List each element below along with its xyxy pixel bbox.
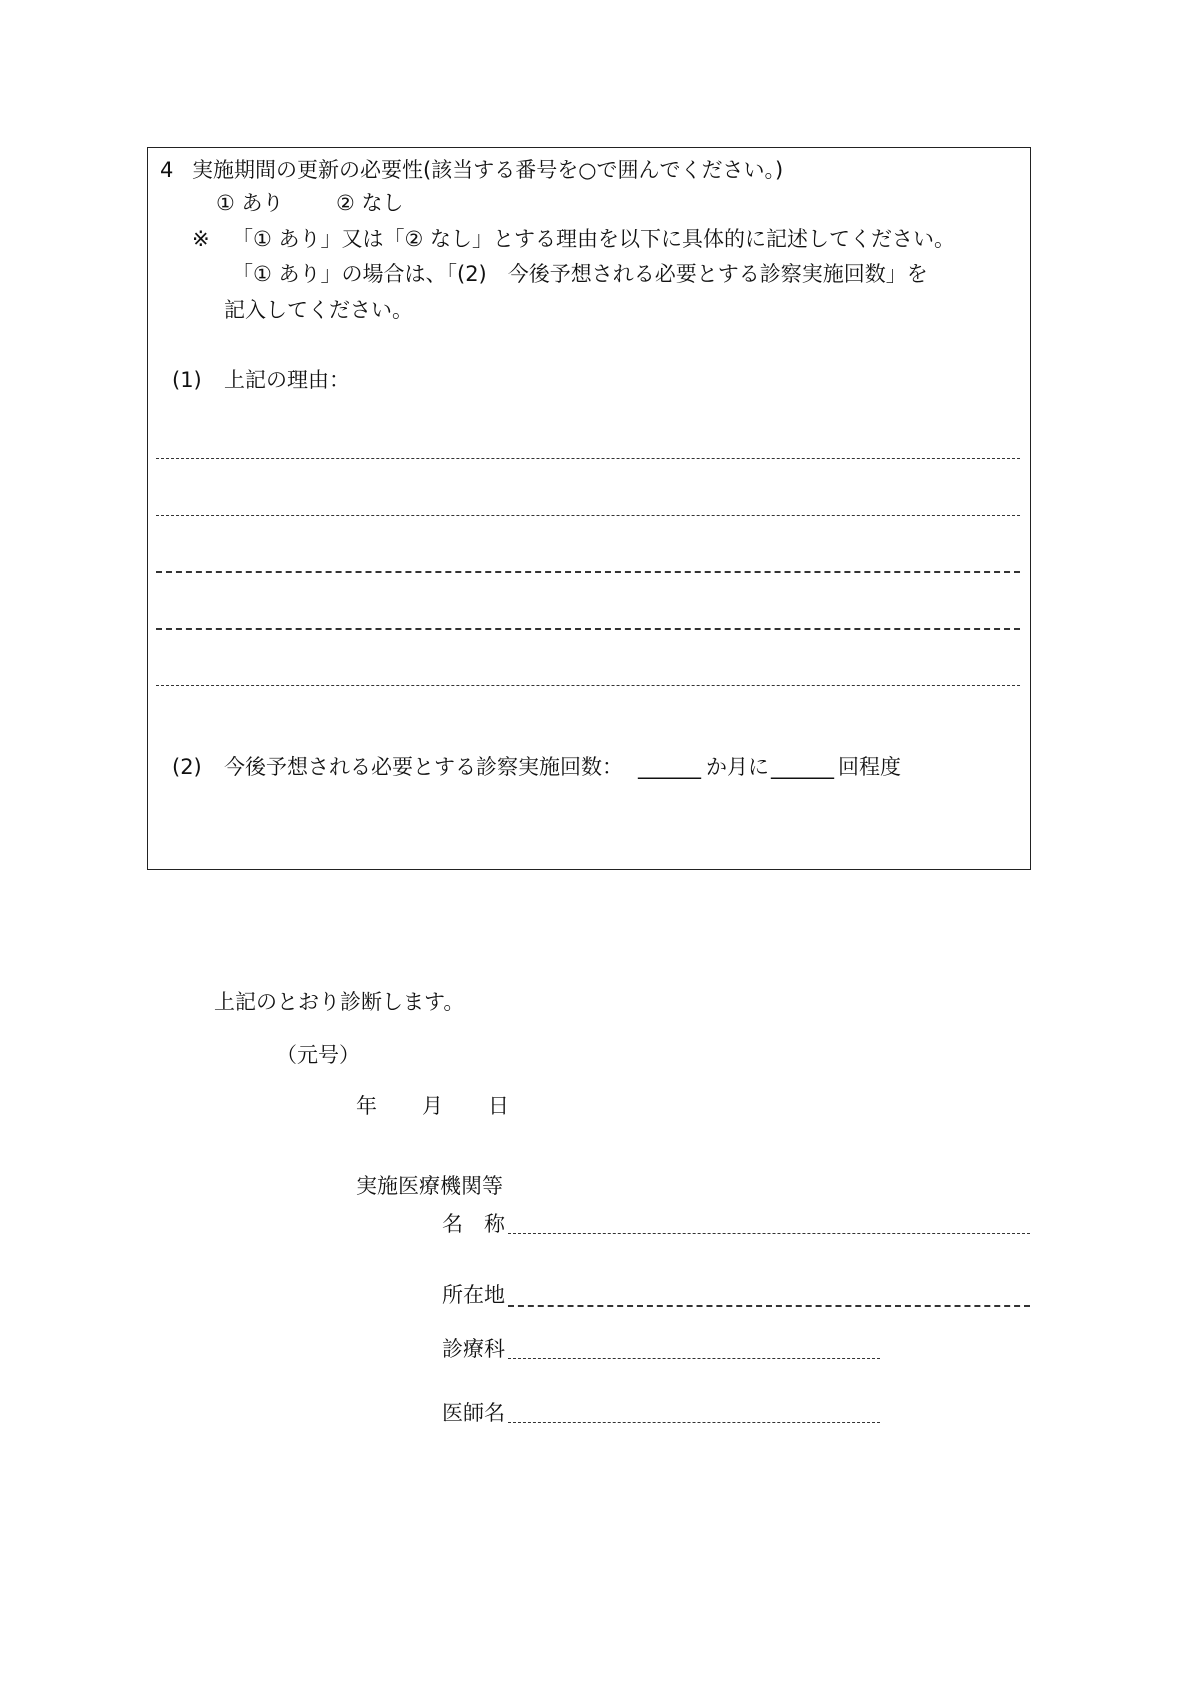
- date-year: 年: [356, 1094, 377, 1118]
- institution-address-label: 所在地: [442, 1283, 505, 1307]
- institution-name-label: 名 称: [442, 1212, 505, 1236]
- date-month: 月: [422, 1094, 443, 1118]
- department-label: 診療科: [442, 1337, 505, 1361]
- note-line-3: 記入してください。: [224, 298, 413, 322]
- reason-line-5[interactable]: [156, 685, 1020, 686]
- reason-line-2[interactable]: [156, 515, 1020, 516]
- reason-line-4[interactable]: [156, 628, 1020, 630]
- era-label: （元号）: [276, 1043, 360, 1067]
- option-yes[interactable]: ① あり: [216, 191, 284, 215]
- q2-times-blank[interactable]: ______: [771, 755, 834, 779]
- declaration-text: 上記のとおり診断します。: [214, 990, 465, 1014]
- q2-label: 今後予想される必要とする診察実施回数：: [224, 755, 623, 779]
- department-field[interactable]: [508, 1358, 880, 1359]
- q1-label: 上記の理由：: [224, 368, 350, 392]
- doctor-name-label: 医師名: [442, 1401, 505, 1425]
- reason-line-1[interactable]: [156, 458, 1020, 459]
- section-title: 実施期間の更新の必要性(該当する番号を○で囲んでください。): [192, 158, 784, 182]
- option-no[interactable]: ② なし: [336, 191, 404, 215]
- q2-times-unit: 回程度: [838, 755, 901, 779]
- institution-name-field[interactable]: [508, 1233, 1030, 1234]
- q2-months-unit: か月に: [706, 755, 769, 779]
- note-mark: ※: [192, 227, 210, 251]
- note-line-1: 「① あり」又は「② なし」とする理由を以下に具体的に記述してください。: [232, 227, 955, 251]
- doctor-name-field[interactable]: [508, 1422, 880, 1423]
- reason-line-3[interactable]: [156, 571, 1020, 573]
- section-number: 4: [160, 158, 174, 182]
- institution-heading: 実施医療機関等: [356, 1174, 503, 1198]
- q1-number: (1): [172, 368, 202, 392]
- institution-address-field[interactable]: [508, 1305, 1030, 1307]
- date-day: 日: [488, 1094, 509, 1118]
- q2-number: (2): [172, 755, 202, 779]
- note-line-2: 「① あり」の場合は、「(2) 今後予想される必要とする診察実施回数」を: [232, 262, 928, 286]
- q2-months-blank[interactable]: ______: [638, 755, 701, 779]
